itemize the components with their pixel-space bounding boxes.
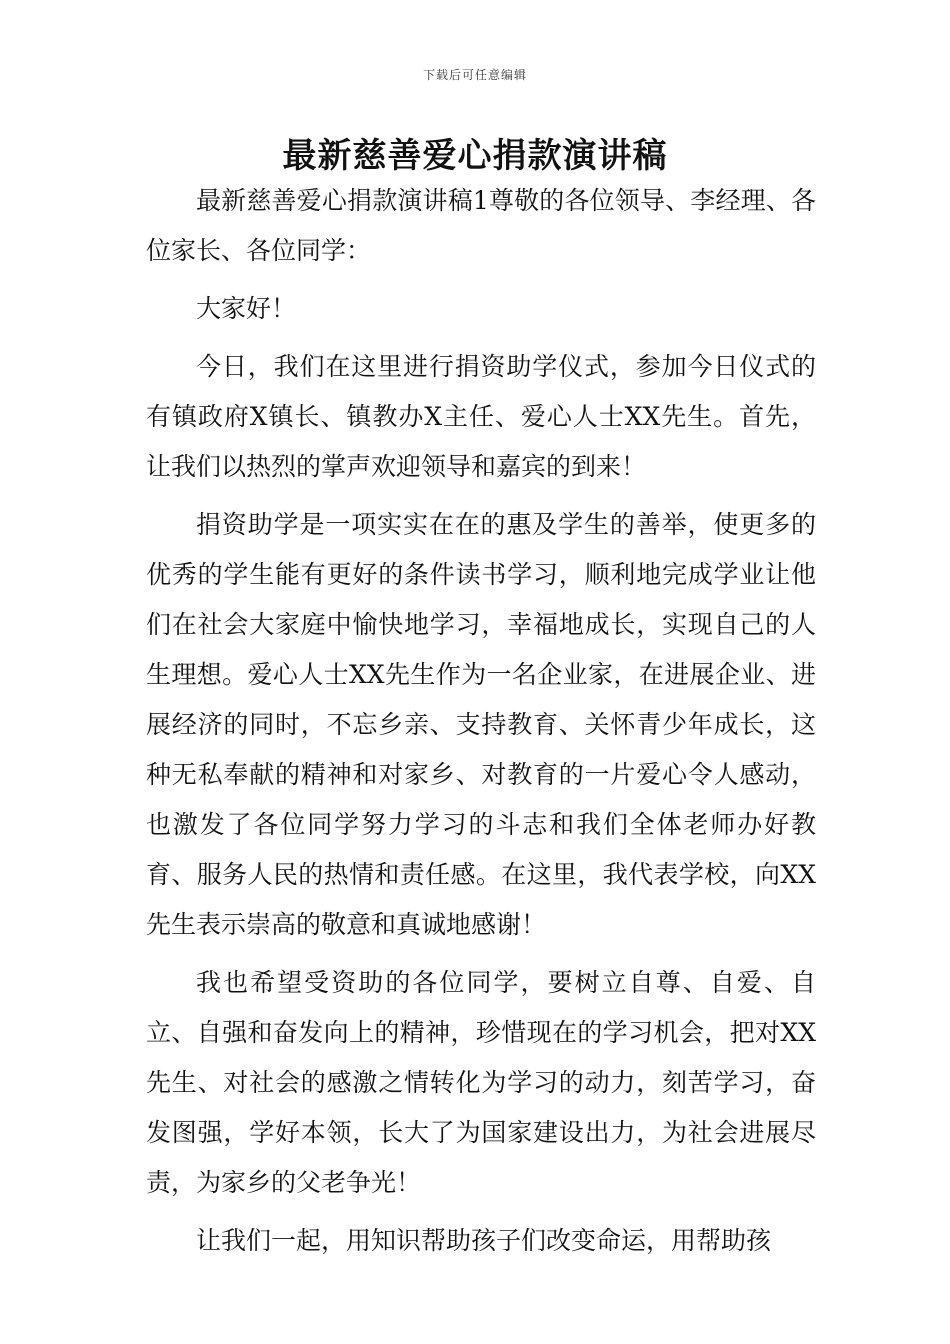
paragraph-greeting-recipients: 最新慈善爱心捐款演讲稿1尊敬的各位领导、李经理、各位家长、各位同学： bbox=[146, 186, 816, 265]
paragraph-student-hopes: 我也希望受资助的各位同学，要树立自尊、自爱、自立、自强和奋发向上的精神，珍惜现在的学习机会，把对XX先生、对社会的感激之情转化为学习的动力，刻苦学习，奋发图强，学好本领，长大了为国家建设出力，为社会进展尽责，为家乡的父老争光！ bbox=[146, 968, 816, 1197]
document-body bbox=[146, 176, 816, 1266]
paragraph-ceremony-intro: 今日，我们在这里进行捐资助学仪式，参加今日仪式的有镇政府X镇长、镇教办X主任、爱心人士XX先生。首先，让我们以热烈的掌声欢迎领导和嘉宾的到来！ bbox=[146, 352, 816, 481]
paragraph-closing: 让我们一起，用知识帮助孩子们改变命运，用帮助孩 bbox=[196, 1226, 772, 1255]
paragraph-donation-praise: 捐资助学是一项实实在在的惠及学生的善举，使更多的优秀的学生能有更好的条件读书学习，顺利地完成学业让他们在社会大家庭中愉快地学习，幸福地成长，实现自己的人生理想。爱心人士XX先生作为一名企业家，在进展企业、进展经济的同时，不忘乡亲、支持教育、关怀青少年成长，这种无私奉献的精神和对家乡、对教育的一片爱心令人感动，也激发了各位同学努力学习的斗志和我们全体老师办好教育、服务人民的热情和责任感。在这里，我代表学校，向XX先生表示崇高的敬意和真诚地感谢！ bbox=[146, 510, 816, 939]
document-title: 最新慈善爱心捐款演讲稿 bbox=[282, 136, 668, 176]
page-header-note: 下载后可任意编辑 bbox=[422, 68, 527, 82]
paragraph-hello: 大家好！ bbox=[196, 294, 297, 323]
